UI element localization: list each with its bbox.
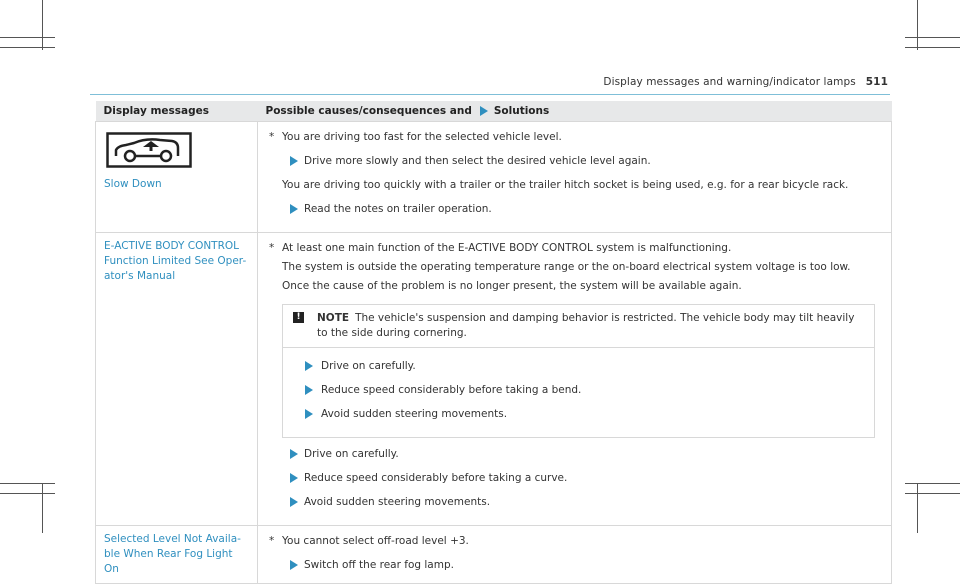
causes-cell [258,122,892,233]
crop-mark [42,0,43,50]
note-box [282,304,875,438]
solution-step: Reduce speed considerably before taking a bend. [293,383,864,398]
note-row [293,311,864,341]
crop-mark [905,483,960,484]
solution-step: Avoid sudden steering movements. [293,407,864,422]
col-header-display-messages: Display messages [96,101,258,122]
solution-step: Switch off the rear fog lamp. [266,558,883,573]
solution-step: Read the notes on trailer operation. [266,202,883,217]
crop-mark [0,37,55,38]
message-cell [96,233,258,526]
step-arrow-icon [290,473,298,483]
cause-text: * At least one main function of the E-ACTIVE BODY CONTROL system is malfunctioning. [269,242,732,254]
note-title: NOTE [317,312,350,324]
solution-step: Drive on carefully. [266,447,883,462]
table-row [96,122,892,233]
header-rule [90,94,890,95]
note-steps [283,347,874,422]
solution-step: Avoid sudden steering movements. [266,495,883,510]
table-header-row [96,101,892,122]
message-cell [96,122,258,233]
step-arrow-icon [290,497,298,507]
crop-mark [0,483,55,484]
crop-mark [0,47,55,48]
message-text: Slow Down [104,178,162,190]
display-messages-table [95,101,892,584]
step-arrow-icon [290,560,298,570]
table-row [96,526,892,584]
step-arrow-icon [290,449,298,459]
solution-step: Reduce speed considerably before taking a curve. [266,471,883,486]
causes-cell [258,233,892,526]
message-text: E-ACTIVE BODY CONTROL Function Limited See Oper- ator's Manual [104,240,247,282]
step-arrow-icon [305,409,313,419]
table-row [96,233,892,526]
crop-mark [917,0,918,50]
cause-text: The system is outside the operating temperature range or the on-board electrical system voltage is too low. [282,261,851,273]
cause-text: Once the cause of the problem is no longer present, the system will be available again. [282,280,742,292]
crop-mark [0,493,55,494]
solution-step: Drive more slowly and then select the desired vehicle level again. [266,154,883,169]
vehicle-level-raise-icon [106,132,249,173]
message-cell [96,526,258,584]
note-text: The vehicle's suspension and damping behavior is restricted. The vehicle body may tilt heavily to the side during cornering. [317,312,855,339]
message-text: Selected Level Not Availa- ble When Rear Fog Light On [104,533,241,575]
step-arrow-icon [305,385,313,395]
causes-cell [258,526,892,584]
warning-icon: ! [293,312,304,323]
cause-text: * You are driving too fast for the selected vehicle level. [269,131,562,143]
crop-mark [917,483,918,533]
page-number: 511 [865,76,888,88]
crop-mark [905,47,960,48]
solution-step: Drive on carefully. [293,359,864,374]
crop-mark [905,493,960,494]
cause-text: * You cannot select off-road level +3. [269,535,469,547]
step-arrow-icon [305,361,313,371]
col-header-causes: Possible causes/consequences and Solutions [258,101,892,122]
section-title: Display messages and warning/indicator lamps [603,76,856,88]
running-header [603,76,888,88]
step-arrow-icon [290,204,298,214]
crop-mark [905,37,960,38]
solution-arrow-icon [480,106,488,116]
cause-text: You are driving too quickly with a trailer or the trailer hitch socket is being used, e.g. for a rear bicycle rack. [282,179,849,191]
crop-mark [42,483,43,533]
step-arrow-icon [290,156,298,166]
